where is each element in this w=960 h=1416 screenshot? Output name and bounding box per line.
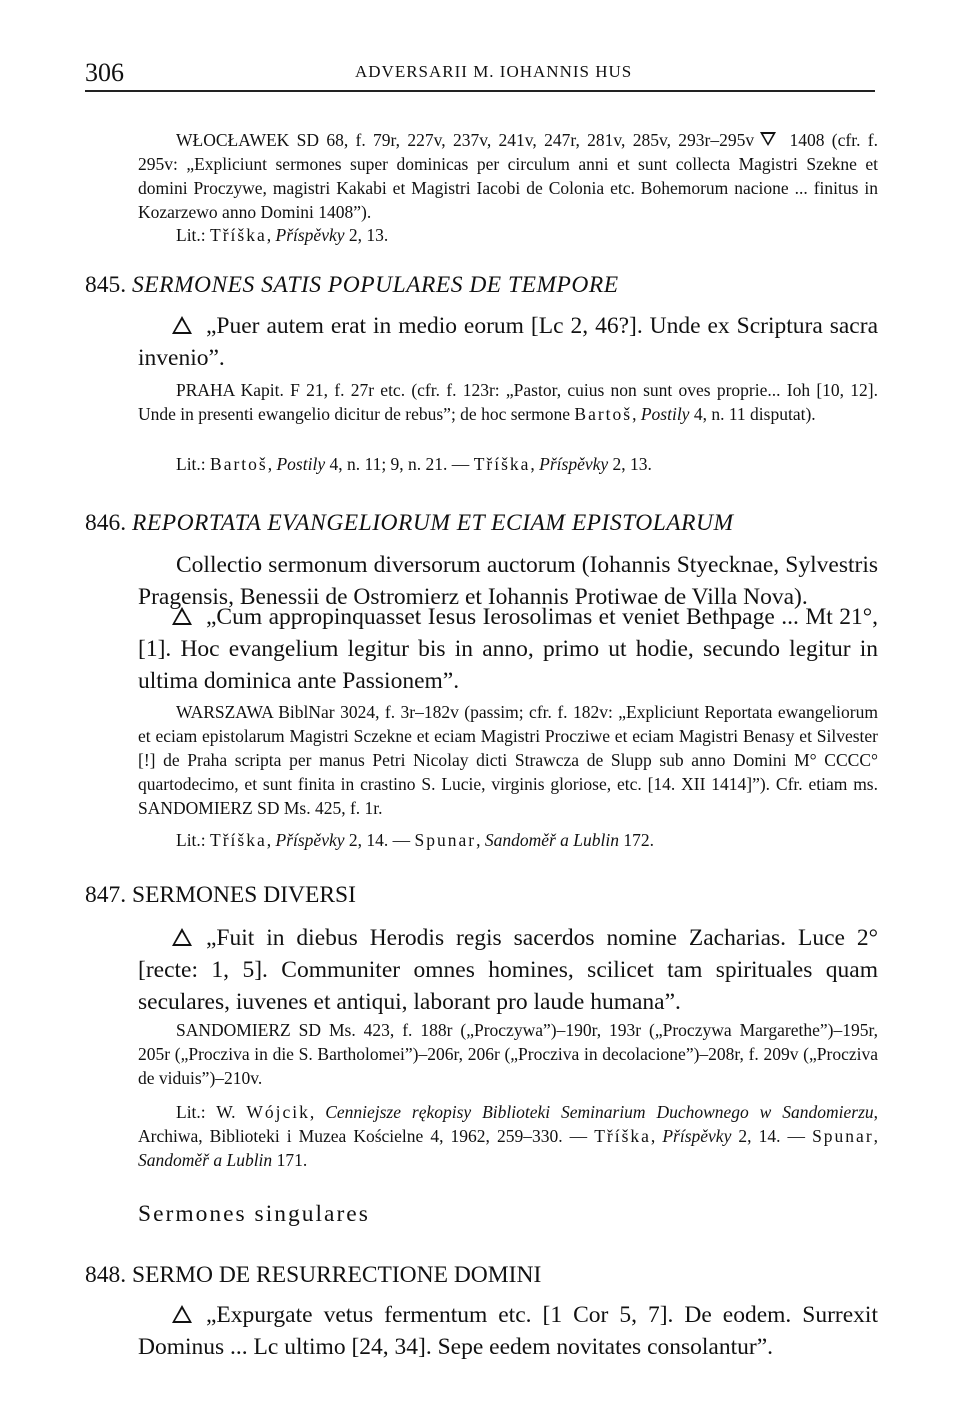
lit-author: Spunar (812, 1126, 874, 1146)
intro-manuscript (138, 128, 878, 224)
lit-author: Tříška (473, 454, 531, 474)
ms-sep: , (632, 404, 641, 424)
entry-846-manuscript (138, 700, 878, 820)
header-rule (85, 90, 875, 92)
entry-number: 845. (85, 272, 132, 298)
entry-title-text: SERMO DE RESURRECTIONE DOMINI (132, 1262, 542, 1288)
open-triangle-icon (172, 316, 192, 334)
entry-847-incipit (138, 922, 878, 1018)
entry-847-manuscript (138, 1018, 878, 1090)
lit-label: Lit.: (176, 830, 211, 850)
entry-845-manuscript (138, 378, 878, 426)
lit-author: Bartoš (210, 454, 268, 474)
open-triangle-down-icon (760, 132, 776, 146)
entry-845-title (85, 272, 619, 299)
intro-ms-text-a: WŁOCŁAWEK SD 68, f. 79r, 227v, 237v, 241v, 247r, 281v, 285v, 293r–295v (176, 130, 755, 150)
lit-work: Příspěvky (275, 830, 345, 850)
page-number: 306 (85, 58, 124, 87)
open-triangle-icon (172, 928, 192, 946)
ms-text-a: PRAHA Kapit. F 21, f. 27r etc. (cfr. f. 123r: „Pastor, cuius non sunt oves proprie... Ioh [10, 12]. Unde in presenti ewangelio dicitur de rebus”; de hoc sermone (138, 380, 878, 424)
entry-number: 847. (85, 882, 132, 908)
ms-text-b: 4, n. 11 disputat). (689, 404, 816, 424)
entry-846-title (85, 510, 734, 537)
running-title: ADVERSARII M. IOHANNIS HUS (355, 62, 633, 81)
lit-end: 172. (619, 830, 655, 850)
lit-sep: , (266, 830, 276, 850)
lit-author: Tříška (210, 830, 267, 850)
lit-author: Tříška (594, 1126, 651, 1146)
lit-work: Postily (276, 454, 326, 474)
entry-845-literature (138, 452, 878, 476)
lit-sep: , (873, 1126, 879, 1146)
lit-author: Spunar (414, 830, 477, 850)
lit-label: Lit.: (176, 454, 211, 474)
lit-mid: 4, n. 11; 9, n. 21. — (325, 454, 474, 474)
lit-mid: , Archiwa, Biblioteki i Muzea Kościelne 4, 1962, 259–330. — (138, 1102, 879, 1146)
entry-title-text: SERMONES DIVERSI (132, 882, 356, 908)
lit-label: Lit.: W. (176, 1102, 247, 1122)
ms-text: SANDOMIERZ SD Ms. 423, f. 188r („Proczywa”)–190r, 193r („Proczywa Margarethe”)–195r, 205r („Procziva in die S. Bartholomei”)–206r, 206r („Procziva in decolacione”)–208r, f. 209v („Procziva de viduis”)–210v. (138, 1020, 878, 1088)
lit-mid: 2, 14. — (344, 830, 415, 850)
ms-author: Bartoš (574, 404, 633, 424)
entry-846-incipit (138, 601, 878, 697)
lit-end: 2, 13. (608, 454, 652, 474)
entry-number: 848. (85, 1262, 132, 1288)
intro-ms-text-b: 1408 (cfr. f. 295v: „Expliciunt sermones super dominicas per circulum anni et sunt collecta Magistri Szekne et domini Proczywe, magistri Kakabi et Magistri Iacobi de Colonia etc. Bohemorum nacione ... finitus in Kozarzewo anno Domini 1408”). (138, 130, 878, 222)
entry-848-incipit (138, 1299, 878, 1363)
lit-author: Wójcik (246, 1102, 310, 1122)
entry-title-text: REPORTATA EVANGELIORUM ET ECIAM EPISTOLARUM (132, 510, 734, 536)
lit-work: Sandoměř a Lublin (138, 1150, 273, 1170)
section-heading: Sermones singulares (138, 1201, 370, 1227)
lit-work: Sandoměř a Lublin (484, 830, 620, 850)
lit-end: 171. (272, 1150, 308, 1170)
lit-label: Lit.: (176, 225, 211, 245)
entry-845-incipit (138, 310, 878, 374)
entry-847-literature (138, 1100, 878, 1172)
ms-work: Postily (640, 404, 690, 424)
incipit-text: „Cum appropinquasset Iesus Ierosolimas et veniet Bethpage ... Mt 21°, [1]. Hoc evangelium legitur bis in anno, primo ut hodie, secundo legitur in ultima dominica ante Passionem”. (138, 604, 878, 694)
lit-work: Příspěvky (275, 225, 345, 245)
lit-sep: , (476, 830, 485, 850)
lit-work: Příspěvky (539, 454, 609, 474)
lit-author: Tříška (210, 225, 267, 245)
ms-text: WARSZAWA BiblNar 3024, f. 3r–182v (passim; cfr. f. 182v: „Expliciunt Reportata ewangeliorum et eciam epistolarum Magistri Sczekne et eciam Magistri Procziwe et eciam Magistri Benasy et Silvester [!] de Praha scripta per manus Petri Nicolay dicti Strawcza de Slupp sub anno Domini M° CCCC° quartodecimo, et sunt finita in crastino S. Lucie, virginis gloriose, etc. [14. XII 1414]”). Cfr. etiam ms. SANDOMIERZ SD Ms. 425, f. 1r. (138, 702, 878, 818)
incipit-text: „Expurgate vetus fermentum etc. [1 Cor 5, 7]. De eodem. Surrexit Dominus ... Lc ultimo [24, 34]. Sepe eedem novitates consolantur”. (138, 1302, 878, 1360)
page-header (85, 58, 875, 88)
lit-work: Příspěvky (662, 1126, 732, 1146)
lit-sep: , (309, 1102, 326, 1122)
incipit-text: „Fuit in diebus Herodis regis sacerdos nomine Zacharias. Luce 2° [recte: 1, 5]. Communiter omnes homines, scilicet tam spirituales quam seculares, iuvenes et antiqui, laborant pro laude humana”. (138, 925, 878, 1015)
entry-847-title (85, 882, 356, 909)
open-triangle-icon (172, 1305, 192, 1323)
lit-sep: , (530, 454, 540, 474)
lit-work: Cenniejsze rękopisy Biblioteki Seminarium Duchownego w Sandomierzu (325, 1102, 874, 1122)
entry-title-text: SERMONES SATIS POPULARES DE TEMPORE (132, 272, 619, 298)
incipit-text: „Puer autem erat in medio eorum [Lc 2, 46?]. Unde ex Scriptura sacra invenio”. (138, 313, 878, 371)
description-text: Collectio sermonum diversorum auctorum (Iohannis Styecknae, Sylvestris Pragensis, Benessii de Ostromierz et Iohannis Protiwae de Villa Nova). (138, 552, 878, 610)
entry-846-literature (138, 828, 878, 852)
entry-number: 846. (85, 510, 132, 536)
intro-literature (138, 223, 878, 247)
lit-rest: 2, 13. (344, 225, 389, 245)
lit-sep: , (650, 1126, 663, 1146)
lit-sep: , (267, 454, 277, 474)
lit-mid: 2, 14. — (731, 1126, 813, 1146)
open-triangle-icon (172, 607, 192, 625)
entry-848-title (85, 1262, 541, 1289)
lit-sep: , (266, 225, 276, 245)
